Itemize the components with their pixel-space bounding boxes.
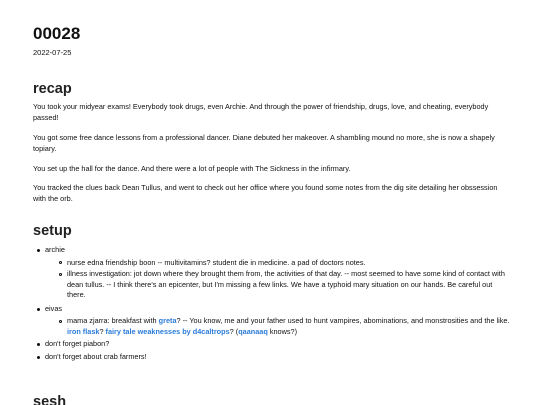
page-title: 00028 xyxy=(33,24,81,43)
archie-sublist xyxy=(45,258,511,301)
session-date: 2022-07-25 xyxy=(33,48,72,57)
list-item: nurse edna friendship boon -- multivitamins? student die in medicine. a pad of doctors notes. xyxy=(57,258,511,269)
link-qaanaaq[interactable]: qaanaaq xyxy=(238,326,268,336)
list-item-eivas xyxy=(33,304,511,338)
eivas-item-prefix: mama zjarra: breakfast with xyxy=(67,316,159,325)
recap-heading: recap xyxy=(33,81,72,97)
setup-list xyxy=(33,245,511,362)
archie-label: archie xyxy=(45,245,65,254)
list-item: illness investigation: jot down where they brought them from, the activities of that day. -- most seemed to have some kind of contact with dean tullus. -- I think there's an epicenter, but I'm missing a few links. We have a typhoid mary situation on our hands. Be careful out there. xyxy=(57,269,511,301)
eivas-sublist xyxy=(45,316,511,337)
recap-paragraph-3: You set up the hall for the dance. And there were a lot of people with The Sickness in the infirmary. xyxy=(33,164,351,173)
list-item-crab-farmers: don't forget about crab farmers! xyxy=(33,352,511,363)
eivas-q2: ? ( xyxy=(229,326,239,336)
link-fairy-tale-weaknesses[interactable]: fairy tale weaknesses by d4caltrops xyxy=(105,326,230,336)
eivas-item-mid: ? -- You know, me and your father used to hunt vampires, abominations, and monstrosities and the like. xyxy=(176,316,510,325)
eivas-q1: ? xyxy=(99,326,106,336)
recap-paragraph-2: You got some free dance lessons from a professional dancer. Diane debuted her makeover. A shambling mound no more, she is now a shapely topiary. xyxy=(33,133,495,153)
list-item xyxy=(57,316,511,337)
setup-heading: setup xyxy=(33,223,72,239)
link-iron-flask[interactable]: iron flask xyxy=(67,326,100,336)
sesh-heading: sesh xyxy=(33,394,67,405)
recap-paragraph-4: You tracked the clues back Dean Tullus, and went to check out her office where you found some notes from the dig site detailing her obssession with the orb. xyxy=(33,183,498,203)
list-item-piabon: don't forget piabon? xyxy=(33,339,511,350)
eivas-label: eivas xyxy=(45,303,63,313)
recap-paragraph-1: You took your midyear exams! Everybody took drugs, even Archie. And through the power of friendship, drugs, love, and cheating, everybody passed! xyxy=(33,102,489,122)
link-greta[interactable]: greta xyxy=(158,316,177,325)
list-item-archie xyxy=(33,245,511,301)
eivas-item-suffix: knows?) xyxy=(267,326,297,336)
